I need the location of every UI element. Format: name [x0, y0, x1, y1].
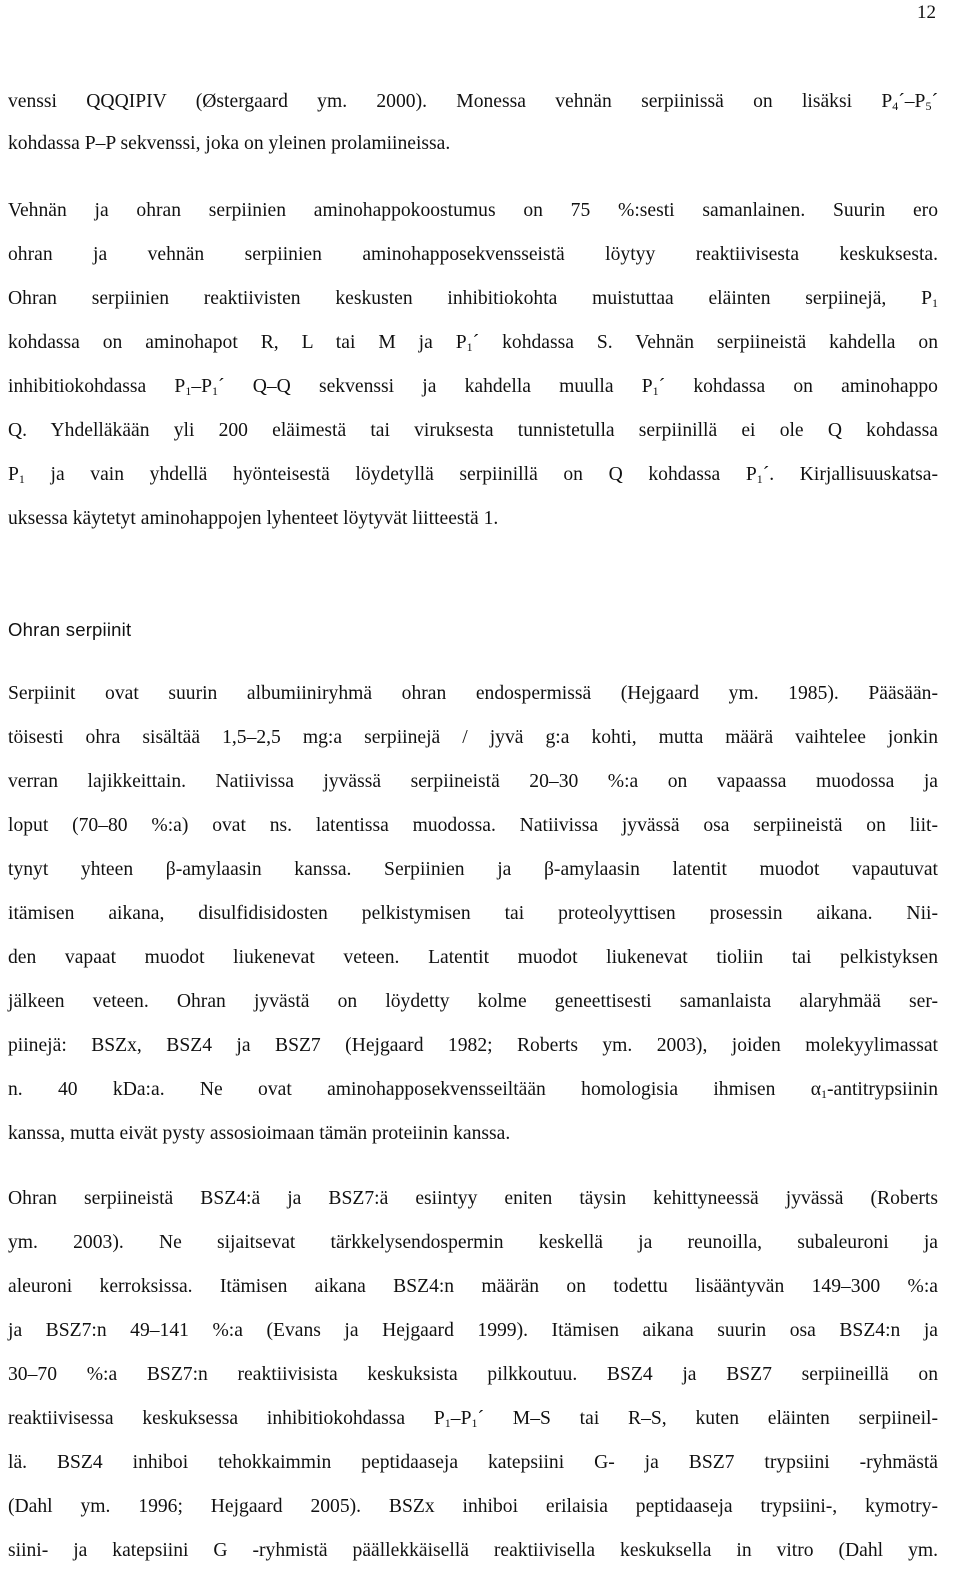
paragraph-2-line-1: Vehnän ja ohran serpiinien aminohappokoostumus on 75 %:sesti samanlainen. Suurin ero	[8, 200, 938, 221]
paragraph-4-line-9: siini- ja katepsiini G -ryhmistä päällekkäisellä reaktiivisella keskuksella in vitro (Dahl ym.	[8, 1540, 938, 1561]
paragraph-3-line-5: tynyt yhteen β-amylaasin kanssa. Serpiinien ja β-amylaasin latentit muodot vapautuvat	[8, 859, 938, 880]
paragraph-4-line-7: lä. BSZ4 inhiboi tehokkaimmin peptidaaseja katepsiini G- ja BSZ7 trypsiini -ryhmästä	[8, 1452, 938, 1473]
paragraph-2-line-6: Q. Yhdelläkään yli 200 eläimestä tai viruksesta tunnistetulla serpiinillä ei ole Q kohdassa	[8, 420, 938, 441]
section-heading: Ohran serpiinit	[8, 619, 132, 640]
paragraph-3-line-10: n. 40 kDa:a. Ne ovat aminohapposekvensseiltään homologisia ihmisen $\alpha_1$-antitrypsiinin	[8, 1079, 938, 1101]
paragraph-2-line-7: $P_1$ ja vain yhdellä hyönteisestä löydetyllä serpiinillä on Q kohdassa $P_1´$. Kirjallisuuskatsa-	[8, 464, 938, 486]
paragraph-4-line-3: aleuroni kerroksissa. Itämisen aikana BSZ4:n määrän on todettu lisääntyvän 149–300 %:a	[8, 1276, 938, 1297]
paragraph-2-line-8: uksessa käytetyt aminohappojen lyhenteet löytyvät liitteestä 1.	[8, 508, 499, 529]
paragraph-2-line-5: inhibitiokohdassa $P_1-P_1´$ Q–Q sekvenssi ja kahdella muulla $P_1´$ kohdassa on aminohappo	[8, 376, 938, 398]
paragraph-3-line-11: kanssa, mutta eivät pysty assosioimaan tämän proteiinin kanssa.	[8, 1123, 511, 1144]
paragraph-2-line-2: ohran ja vehnän serpiinien aminohapposekvensseistä löytyy reaktiivisesta keskuksesta.	[8, 244, 938, 265]
paragraph-3-line-1: Serpiinit ovat suurin albumiiniryhmä ohran endospermissä (Hejgaard ym. 1985). Pääsään-	[8, 683, 938, 704]
paragraph-3-line-3: verran lajikkeittain. Natiivissa jyvässä serpiineistä 20–30 %:a on vapaassa muodossa ja	[8, 771, 938, 792]
paragraph-3-line-4: loput (70–80 %:a) ovat ns. latentissa muodossa. Natiivissa jyvässä osa serpiineistä on liit-	[8, 815, 938, 836]
paragraph-4-line-8: (Dahl ym. 1996; Hejgaard 2005). BSZx inhiboi erilaisia peptidaaseja trypsiini-, kymotry-	[8, 1496, 938, 1517]
paragraph-2-line-3: Ohran serpiinien reaktiivisten keskusten inhibitiokohta muistuttaa eläinten serpiinejä, $P_1$	[8, 288, 938, 310]
paragraph-1-line-2: kohdassa P–P sekvenssi, joka on yleinen prolamiineissa.	[8, 133, 451, 154]
paragraph-1-line-1: venssi QQQIPIV (Østergaard ym. 2000). Monessa vehnän serpiinissä on lisäksi $P_4´-P_5´$	[8, 91, 938, 113]
paragraph-3-line-2: töisesti ohra sisältää 1,5–2,5 mg:a serpiinejä / jyvä g:a kohti, mutta määrä vaihtelee jonkin	[8, 727, 938, 748]
paragraph-3-line-7: den vapaat muodot liukenevat veteen. Latentit muodot liukenevat tioliin tai pelkistyksen	[8, 947, 938, 968]
paragraph-3-line-8: jälkeen veteen. Ohran jyvästä on löydetty kolme geneettisesti samanlaista alaryhmää ser-	[8, 991, 938, 1012]
paragraph-4-line-5: 30–70 %:a BSZ7:n reaktiivisista keskuksista pilkkoutuu. BSZ4 ja BSZ7 serpiineillä on	[8, 1364, 938, 1385]
paragraph-4-line-1: Ohran serpiineistä BSZ4:ä ja BSZ7:ä esiintyy eniten täysin kehittyneessä jyvässä (Roberts	[8, 1188, 938, 1209]
paragraph-2-line-4: kohdassa on aminohapot R, L tai M ja $P_1´$ kohdassa S. Vehnän serpiineistä kahdella on	[8, 332, 938, 354]
paragraph-3-line-9: piinejä: BSZx, BSZ4 ja BSZ7 (Hejgaard 1982; Roberts ym. 2003), joiden molekyylimassat	[8, 1035, 938, 1056]
paragraph-4-line-4: ja BSZ7:n 49–141 %:a (Evans ja Hejgaard 1999). Itämisen aikana suurin osa BSZ4:n ja	[8, 1320, 938, 1341]
paragraph-4-line-6: reaktiivisessa keskuksessa inhibitiokohdassa $P_1-P_1´$ M–S tai R–S, kuten eläinten serpiineil-	[8, 1408, 938, 1430]
paragraph-3-line-6: itämisen aikana, disulfidisidosten pelkistymisen tai proteolyyttisen prosessin aikana. Nii-	[8, 903, 938, 924]
page-number: 12	[917, 2, 936, 23]
paragraph-4-line-2: ym. 2003). Ne sijaitsevat tärkkelysendospermin keskellä ja reunoilla, subaleuroni ja	[8, 1232, 938, 1253]
